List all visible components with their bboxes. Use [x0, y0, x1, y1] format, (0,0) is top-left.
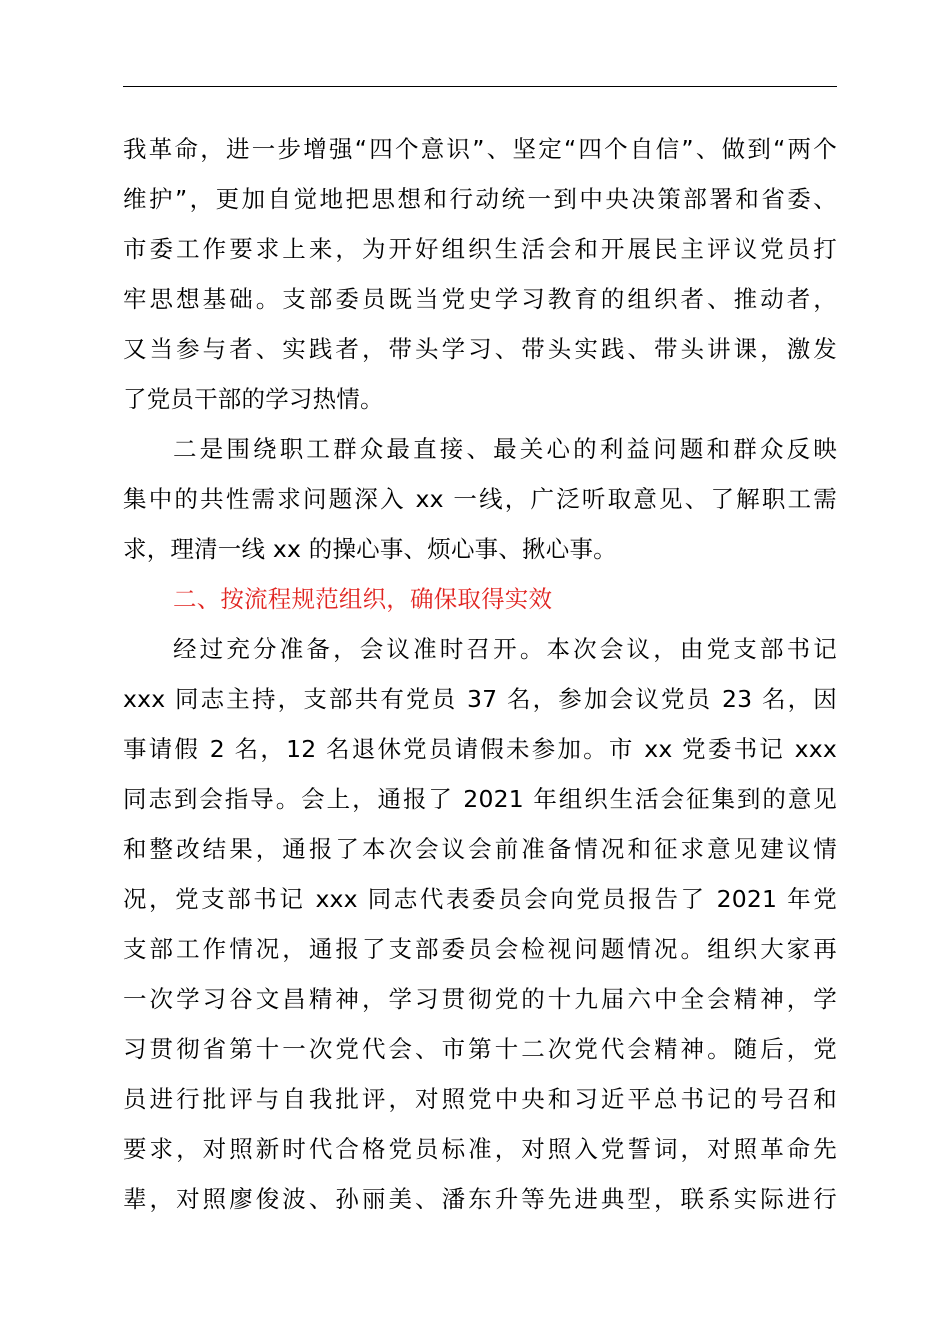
- text-line: 要求，对照新时代合格党员标准，对照入党誓词，对照革命先: [123, 1135, 837, 1163]
- header-rule: [123, 86, 837, 87]
- text-line: 市委工作要求上来，为开好组织生活会和开展民主评议党员打: [123, 235, 837, 263]
- text-line: xxx 同志主持，支部共有党员 37 名，参加会议党员 23 名，因: [123, 685, 837, 713]
- text-line: 同志到会指导。会上，通报了 2021 年组织生活会征集到的意见: [123, 785, 837, 813]
- section-heading: 二、按流程规范组织，确保取得实效: [173, 585, 553, 613]
- text-line: 求，理清一线 xx 的操心事、烦心事、揪心事。: [123, 535, 617, 563]
- text-line: 辈，对照廖俊波、孙丽美、潘东升等先进典型，联系实际进行: [123, 1185, 837, 1213]
- text-line: 和整改结果，通报了本次会议会前准备情况和征求意见建议情: [123, 835, 837, 863]
- text-line: 我革命，进一步增强“四个意识”、坚定“四个自信”、做到“两个: [123, 135, 837, 163]
- text-line: 况，党支部书记 xxx 同志代表委员会向党员报告了 2021 年党: [123, 885, 837, 913]
- text-line: 一次学习谷文昌精神，学习贯彻党的十九届六中全会精神，学: [123, 985, 837, 1013]
- text-line: 牢思想基础。支部委员既当党史学习教育的组织者、推动者，: [123, 285, 837, 313]
- text-line: 二是围绕职工群众最直接、最关心的利益问题和群众反映: [173, 435, 837, 463]
- text-line: 习贯彻省第十一次党代会、市第十二次党代会精神。随后，党: [123, 1035, 837, 1063]
- text-line: 经过充分准备，会议准时召开。本次会议，由党支部书记: [173, 635, 837, 663]
- document-body: [123, 124, 837, 1224]
- text-line: 了党员干部的学习热情。: [123, 385, 384, 413]
- text-line: 集中的共性需求问题深入 xx 一线，广泛听取意见、了解职工需: [123, 485, 837, 513]
- text-line: 事请假 2 名，12 名退休党员请假未参加。市 xx 党委书记 xxx: [123, 735, 837, 763]
- text-line: 员进行批评与自我批评，对照党中央和习近平总书记的号召和: [123, 1085, 837, 1113]
- text-line: 支部工作情况，通报了支部委员会检视问题情况。组织大家再: [123, 935, 837, 963]
- text-line: 又当参与者、实践者，带头学习、带头实践、带头讲课，激发: [123, 335, 837, 363]
- text-line: 维护”，更加自觉地把思想和行动统一到中央决策部署和省委、: [123, 185, 837, 213]
